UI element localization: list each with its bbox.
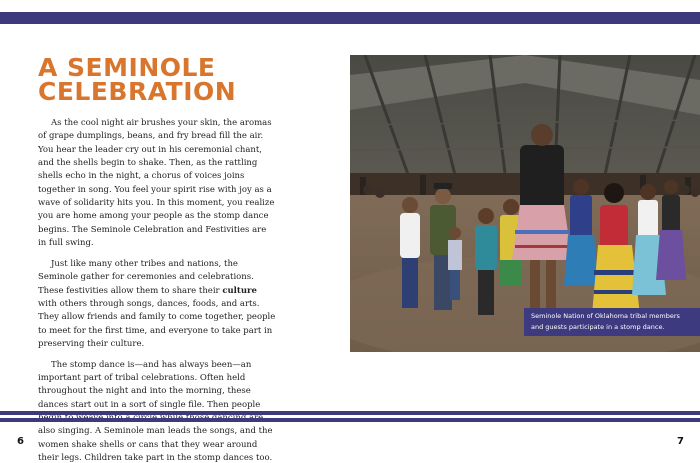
top-color-band xyxy=(0,12,700,24)
paragraph-2-end: with others through songs, dances, foods, and arts. They allow friends and family to come together, people to meet for the first time, and everyone to take part in preserving their culture. xyxy=(38,298,276,349)
page-number-right: 7 xyxy=(677,436,684,447)
caption-line-2: and guests participate in a stomp dance. xyxy=(531,323,665,331)
paragraph-2 xyxy=(38,258,276,351)
bottom-color-band-upper xyxy=(0,411,700,415)
title-line-1: A SEMINOLE xyxy=(38,53,216,82)
paragraph-3: The stomp dance is—and has always been—an important part of tribal celebrations. Often held throughout the night and into the morning, these dances start out in a sort of single file. Then people also singing. A Seminole man leads the songs, and the women shake shells or cans that they wear around their legs. Children take part in the stomp dances too. xyxy=(38,359,273,463)
paragraph-1: As the cool night air brushes your skin, the aromas of grape dumplings, beans, and fry bread fill the air. You hear the leader cry out in his ceremonial chant, and the shells begin to shake. Then, as the rattling shells echo in the night, a chorus of voices joins together in song. You feel your spirit rise with joy as a wave of solidarity hits you. In this moment, you realize you are home among your people as the stomp dance begins. The Seminole Celebration and Festivities are in full swing. xyxy=(38,118,275,249)
paragraph-2-start: Just like many other tribes and nations, the Seminole gather for ceremonies and celebrations. These festivities allow them to share their xyxy=(38,258,254,296)
bottom-color-band-lower xyxy=(0,418,700,422)
page-title xyxy=(38,53,318,106)
dancer-1 xyxy=(400,197,420,308)
photo-caption xyxy=(524,308,700,336)
caption-line-1: Seminole Nation of Oklahoma tribal members xyxy=(531,312,680,320)
glossary-term-culture: culture xyxy=(222,285,257,296)
title-line-2: CELEBRATION xyxy=(38,77,237,106)
page-number-left: 6 xyxy=(17,436,24,447)
